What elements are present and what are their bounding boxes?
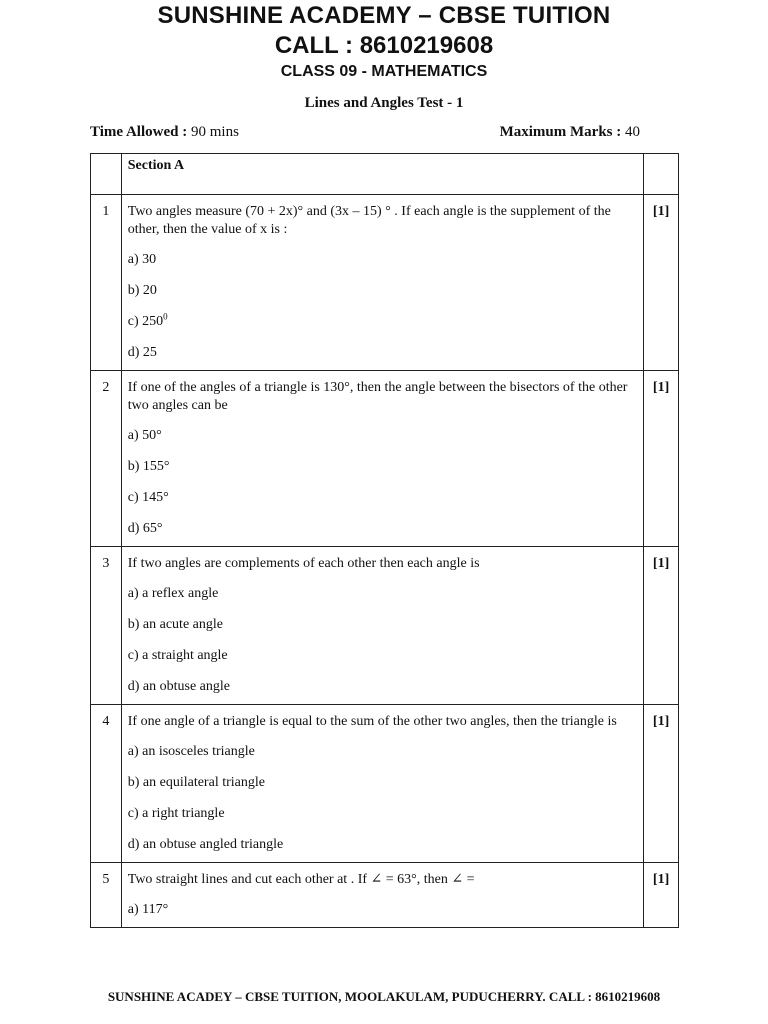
question-row <box>91 547 679 705</box>
question-number: 5 <box>91 863 122 928</box>
option-c: c) a right triangle <box>127 806 225 821</box>
option-d: d) an obtuse angled triangle <box>127 837 284 852</box>
option-c-superscript: 0 <box>163 311 168 322</box>
question-row <box>91 195 679 371</box>
section-marks-cell <box>644 154 679 195</box>
option-d: d) an obtuse angle <box>127 679 230 694</box>
question-body <box>121 547 643 705</box>
question-table <box>90 153 679 928</box>
question-text: Two angles measure (70 + 2x)° and (3x – 15) ° . If each angle is the supplement of the other, then the value of x is : <box>127 204 611 237</box>
question-text: If two angles are complements of each other then each angle is <box>127 556 480 571</box>
section-heading: Section A <box>121 154 643 195</box>
question-marks: [1] <box>644 863 679 928</box>
page-footer: SUNSHINE ACADEY – CBSE TUITION, MOOLAKULAM, PUDUCHERRY. CALL : 8610219608 <box>107 989 661 1004</box>
question-body <box>121 705 643 863</box>
option-a: a) 30 <box>127 252 157 267</box>
question-text: If one angle of a triangle is equal to the sum of the other two angles, then the triangle is <box>127 714 617 729</box>
option-c: c) 145° <box>127 490 169 505</box>
question-row <box>91 705 679 863</box>
question-marks: [1] <box>644 195 679 371</box>
marks-value: 40 <box>621 124 640 140</box>
option-b: b) an acute angle <box>127 617 223 632</box>
option-c-text: c) 250 <box>127 314 164 329</box>
question-text: If one of the angles of a triangle is 130°, then the angle between the bisectors of the other two angles can be <box>127 380 628 413</box>
time-value: 90 mins <box>187 124 239 140</box>
academy-title: SUNSHINE ACADEMY – CBSE TUITION <box>157 2 611 29</box>
maximum-marks <box>500 124 640 141</box>
option-b: b) an equilateral triangle <box>127 775 265 790</box>
test-title: Lines and Angles Test - 1 <box>304 95 464 111</box>
option-a: a) an isosceles triangle <box>127 744 255 759</box>
question-row <box>91 371 679 547</box>
time-allowed <box>90 124 239 141</box>
question-row <box>91 863 679 928</box>
time-label: Time Allowed : <box>90 124 188 140</box>
question-marks: [1] <box>644 705 679 863</box>
question-number: 1 <box>91 195 122 371</box>
section-row <box>91 154 679 195</box>
question-number: 3 <box>91 547 122 705</box>
question-body <box>121 371 643 547</box>
option-c: c) a straight angle <box>127 648 228 663</box>
option-d: d) 65° <box>127 521 163 536</box>
question-number: 4 <box>91 705 122 863</box>
option-d: d) 25 <box>127 345 157 360</box>
question-body <box>121 863 643 928</box>
marks-label: Maximum Marks : <box>499 124 622 140</box>
option-b: b) 155° <box>127 459 170 474</box>
question-text: Two straight lines and cut each other at . If ∠ = 63°, then ∠ = <box>127 872 475 887</box>
option-a: a) 50° <box>127 428 162 443</box>
option-c <box>128 313 637 344</box>
question-number: 2 <box>91 371 122 547</box>
option-a: a) 117° <box>127 902 169 917</box>
option-b: b) 20 <box>127 283 157 298</box>
question-body <box>121 195 643 371</box>
class-subject: CLASS 09 - MATHEMATICS <box>280 63 488 80</box>
option-a: a) a reflex angle <box>127 586 219 601</box>
section-num-cell <box>91 154 122 195</box>
phone-title: CALL : 8610219608 <box>274 32 494 59</box>
question-marks: [1] <box>644 371 679 547</box>
question-marks: [1] <box>644 547 679 705</box>
